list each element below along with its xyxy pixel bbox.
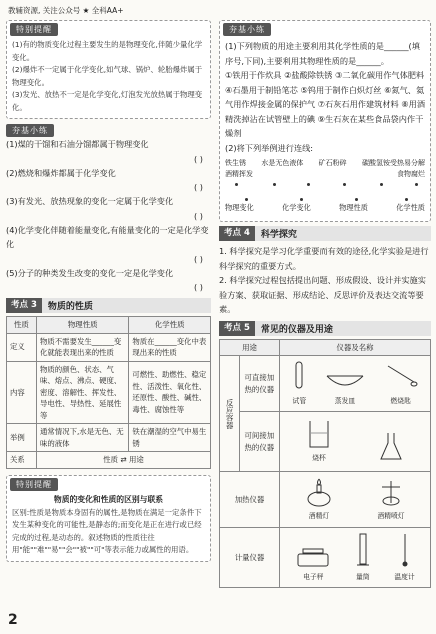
instrument-name: 燃烧匙 <box>390 396 411 405</box>
page-number: 2 <box>8 612 18 628</box>
answer-paren[interactable]: ( ) <box>194 210 203 221</box>
property-table <box>6 316 211 469</box>
instrument-cell <box>280 412 431 472</box>
practice-item: (5)分子的种类发生改变的变化一定是化学变化 <box>6 267 174 278</box>
thermometer-icon <box>400 532 410 568</box>
section-header-3 <box>6 298 211 313</box>
answer-paren[interactable]: ( ) <box>194 253 203 264</box>
section-header-4 <box>219 226 431 241</box>
instrument-name: 电子秤 <box>303 572 324 581</box>
table-header: 物理性质 <box>37 317 129 334</box>
row-label: 内容 <box>7 361 37 424</box>
instrument-name: 酒精喷灯 <box>377 511 405 520</box>
table-row <box>220 528 431 588</box>
practice-item: (3)有发光、放热现象的变化一定属于化学变化 <box>6 196 174 206</box>
section-header-5 <box>219 321 431 336</box>
table-cell: 铁在潮湿的空气中易生锈 <box>129 424 211 452</box>
answer-paren[interactable]: ( ) <box>194 153 203 164</box>
combustion-spoon-icon <box>384 362 418 392</box>
question-1: (1)下列物质的用途主要利用其化学性质的是______(填序号,下同),主要利用其物理性质的是______。 <box>225 41 420 66</box>
table-cell: 物质的颜色、状态、气味、熔点、沸点、硬度、密度、溶解性、挥发性、导电性、导热性、延展性等 <box>37 361 129 424</box>
graduated-cylinder-icon <box>356 532 370 568</box>
table-cell: 通常情况下,水是无色、无味的液体 <box>37 424 129 452</box>
instrument-cell <box>280 528 431 588</box>
flask-icon <box>378 431 404 461</box>
row-label: 举例 <box>7 424 37 452</box>
tip-line: (1)有的物质变化过程主要发生的是物理变化,伴随少量化学变化。 <box>12 40 203 62</box>
tip-box-1 <box>6 20 211 119</box>
practice-item: (2)燃烧和爆炸都属于化学变化 <box>6 167 116 178</box>
section-item: 2. 科学探究过程包括提出问题、形成假设、设计并实施实验方案、获取证据、形成结论、反思评价及表达交流等要素。 <box>219 275 426 314</box>
use-cell: 计量仪器 <box>220 528 280 588</box>
question-options: ①铁用于作炊具 ②盐酸除铁锈 ③二氧化碳用作气体肥料 ④石墨用于制铅笔芯 ⑤钨用于制作白炽灯丝 ⑥氮气、氦气用作焊接金属的保护气 ⑦石灰石用作建筑材料 ⑧用酒精洗掉沾在试管壁上的碘 ⑨生石灰在某些食品袋内作干燥剂 <box>225 70 426 138</box>
practice-badge: 夯基小练 <box>6 124 54 137</box>
instrument-name: 温度计 <box>394 572 415 581</box>
row-label: 定义 <box>7 333 37 361</box>
table-header: 用途 <box>220 339 280 356</box>
tip-box-2 <box>6 475 211 562</box>
relation-cell: 性质 ⇄ 用途 <box>37 452 211 469</box>
page-header: 教辅资源, 关注公众号 ★ 全科AA+ <box>8 6 124 15</box>
alcohol-lamp-icon <box>304 477 334 507</box>
example-item[interactable]: 水是无色液体 <box>261 159 304 167</box>
tip-subtitle: 物质的变化和性质的区别与联系 <box>53 494 164 504</box>
instrument-name: 蒸发皿 <box>334 396 356 405</box>
category-item[interactable]: 物理变化 <box>225 203 254 212</box>
section-label: 考点 4 <box>219 226 255 241</box>
category-row <box>225 203 425 213</box>
table-row <box>7 452 211 469</box>
row-label: 关系 <box>7 452 37 469</box>
instrument-cell <box>280 356 431 412</box>
table-header: 仪器及名称 <box>280 339 431 356</box>
practice-badge: 夯基小练 <box>223 23 271 36</box>
use-cell: 可直接加热的仪器 <box>239 356 279 412</box>
instrument-table <box>219 339 431 589</box>
example-item[interactable]: 矿石粉碎 <box>318 159 347 167</box>
example-item[interactable]: 食物腐烂 <box>397 170 425 178</box>
table-row <box>220 472 431 528</box>
example-item[interactable]: 铁生锈 <box>225 159 246 167</box>
question-2: (2)将下列举例进行连线: <box>225 142 314 153</box>
answer-paren[interactable]: ( ) <box>194 182 203 192</box>
section-label: 考点 3 <box>6 298 42 313</box>
section-label: 考点 5 <box>219 321 255 336</box>
instrument-name: 酒精灯 <box>308 511 330 520</box>
electronic-scale-icon <box>295 546 331 568</box>
table-row <box>7 361 211 424</box>
table-row <box>220 356 431 412</box>
instrument-name: 烧杯 <box>312 453 326 462</box>
practice-box-2 <box>219 20 431 222</box>
instrument-name: 量筒 <box>356 572 370 581</box>
practice-item: (1)煤的干馏和石油分馏都属于物理变化 <box>6 139 149 149</box>
section-title: 科学探究 <box>260 230 297 240</box>
table-cell: 可燃性、助燃性、稳定性、活泼性、氧化性、还原性、酸性、碱性、毒性、腐蚀性等 <box>129 361 211 424</box>
table-header: 性质 <box>7 317 37 334</box>
example-chips <box>225 159 425 179</box>
section-title: 常见的仪器及用途 <box>260 324 333 335</box>
table-row <box>7 333 211 361</box>
use-cell: 加热仪器 <box>220 472 280 528</box>
test-tube-icon <box>292 360 306 392</box>
category-item[interactable]: 化学性质 <box>396 203 425 212</box>
tip-line: (3)发光、放热不一定是化学变化,灯泡发光放热属于物理变化。 <box>12 90 203 112</box>
table-cell: 物质在______变化中表现出来的性质 <box>129 333 211 361</box>
table-row <box>7 424 211 452</box>
example-item[interactable]: 酒精挥发 <box>225 170 253 178</box>
left-column <box>6 20 211 562</box>
category-item[interactable]: 物理性质 <box>339 203 368 212</box>
answer-paren[interactable]: ( ) <box>194 282 203 292</box>
tip-text: 区别:性质是物质本身固有的属性,是物质在满足一定条件下发生某种变化的可能性,是静态的;而变化是正在进行或已经完成的过程,是动态的。叙述物质的性质往往用"能""难""易""会""被""可"等表示能力或属性的用语。 <box>12 507 202 554</box>
instrument-name: 试管 <box>292 396 307 405</box>
beaker-icon <box>306 419 332 449</box>
instrument-cell <box>280 472 431 528</box>
table-header: 化学性质 <box>129 317 211 334</box>
practice-1 <box>6 124 211 294</box>
use-cell: 可间接加热的仪器 <box>239 412 279 472</box>
table-cell: 物质不需要发生______变化就能表现出来的性质 <box>37 333 129 361</box>
table-row <box>220 412 431 472</box>
category-item[interactable]: 化学变化 <box>282 203 311 212</box>
evaporating-dish-icon <box>325 372 365 392</box>
tip-line: (2)爆炸不一定属于化学变化,如气球、锅炉、轮胎爆炸属于物理变化。 <box>12 65 203 87</box>
group-label: 反应容器 <box>220 356 240 472</box>
section-item: 1. 科学探究是学习化学重要而有效的途径,化学实验是进行科学探究的重要方式。 <box>219 246 429 271</box>
practice-item: (4)化学变化伴随着能量变化,有能量变化的一定是化学变化 <box>6 224 209 249</box>
blowtorch-icon <box>376 477 406 507</box>
example-item[interactable]: 碳酸氢铵受热易分解 <box>361 159 425 167</box>
connector-dots <box>225 183 425 201</box>
tip-badge: 特别提醒 <box>10 478 58 491</box>
tip-badge: 特别提醒 <box>10 23 58 36</box>
section-title: 物质的性质 <box>47 302 93 312</box>
right-column <box>219 20 431 588</box>
